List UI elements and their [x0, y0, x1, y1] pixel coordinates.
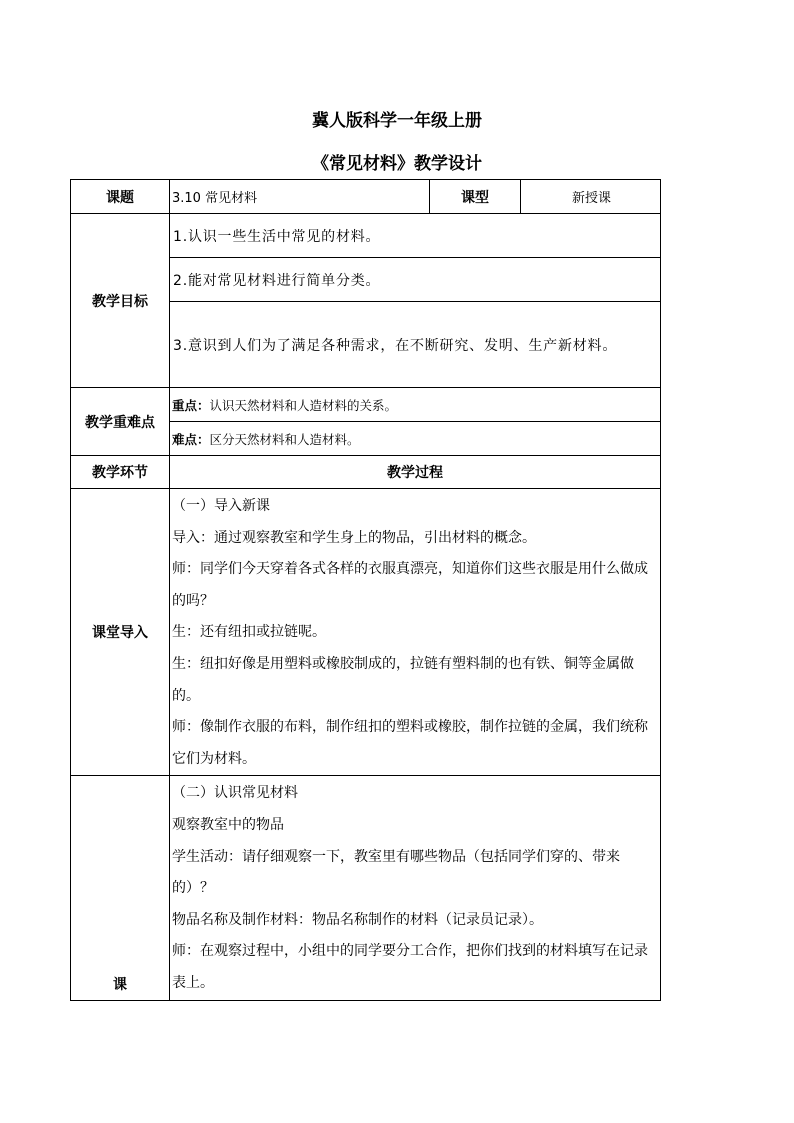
lesson-line-4: 物品名称及制作材料：物品名称制作的材料（记录员记录）。 [172, 911, 543, 928]
intro-line-6: 师：像制作衣服的布料，制作纽扣的塑料或橡胶，制作拉链的金属，我们统称它们为材料。 [172, 719, 648, 767]
intro-line-3: 师：同学们今天穿着各式各样的衣服真漂亮，知道你们这些衣服是用什么做成的吗？ [172, 561, 648, 609]
document-title: 冀人版科学一年级上册 [312, 111, 482, 131]
lesson-line-3: 学生活动：请仔细观察一下，教室里有哪些物品（包括同学们穿的、带来的）？ [172, 848, 620, 897]
stage-row-lesson [71, 776, 661, 1000]
lesson-line-1: （二）认识常见材料 [172, 785, 298, 802]
stage-column-header: 教学环节 [71, 456, 170, 489]
key-points-label: 教学重难点 [71, 388, 170, 456]
stage-content-lesson [170, 776, 661, 1000]
topic-row [71, 180, 661, 214]
process-column-header: 教学过程 [170, 456, 661, 489]
intro-line-1: （一）导入新课 [172, 498, 270, 514]
goal-item-2: 2.能对常见材料进行简单分类。 [170, 258, 661, 302]
goal-item-3: 3.意识到人们为了满足各种需求，在不断研究、发明、生产新材料。 [170, 302, 661, 388]
goal-row-1 [71, 214, 661, 258]
goal-item-1: 1.认识一些生活中常见的材料。 [170, 214, 661, 258]
lesson-line-5: 师：在观察过程中，小组中的同学要分工合作，把你们找到的材料填写在记录表上。 [172, 943, 648, 991]
stage-label-intro: 课堂导入 [71, 489, 170, 776]
stage-content-intro [170, 489, 661, 776]
intro-line-4: 生：还有纽扣或拉链呢。 [172, 624, 326, 641]
process-header-row [71, 456, 661, 489]
document-subtitle: 《常见材料》教学设计 [312, 154, 482, 174]
difficulty-cell [170, 422, 661, 456]
lesson-type-label: 课型 [430, 180, 521, 214]
focus-label: 重点： [172, 397, 210, 413]
lesson-line-2: 观察教室中的物品 [172, 816, 284, 833]
stage-label-lesson: 课 [71, 776, 170, 1000]
intro-line-5: 生：纽扣好像是用塑料或橡胶制成的，拉链有塑料制的也有铁、铜等金属做的。 [172, 655, 634, 704]
focus-row [71, 388, 661, 422]
difficulty-label: 难点： [172, 431, 210, 447]
topic-value: 3.10 常见材料 [170, 180, 430, 214]
intro-line-2: 导入：通过观察教室和学生身上的物品，引出材料的概念。 [172, 529, 536, 546]
lesson-type-value: 新授课 [521, 180, 661, 214]
difficulty-text: 区分天然材料和人造材料。 [209, 431, 360, 447]
goals-label: 教学目标 [71, 214, 170, 388]
topic-label: 课题 [71, 180, 170, 214]
lesson-plan-table [70, 179, 661, 1001]
stage-row-intro [71, 489, 661, 776]
focus-text: 认识天然材料和人造材料的关系。 [209, 397, 398, 413]
focus-cell [170, 388, 661, 422]
